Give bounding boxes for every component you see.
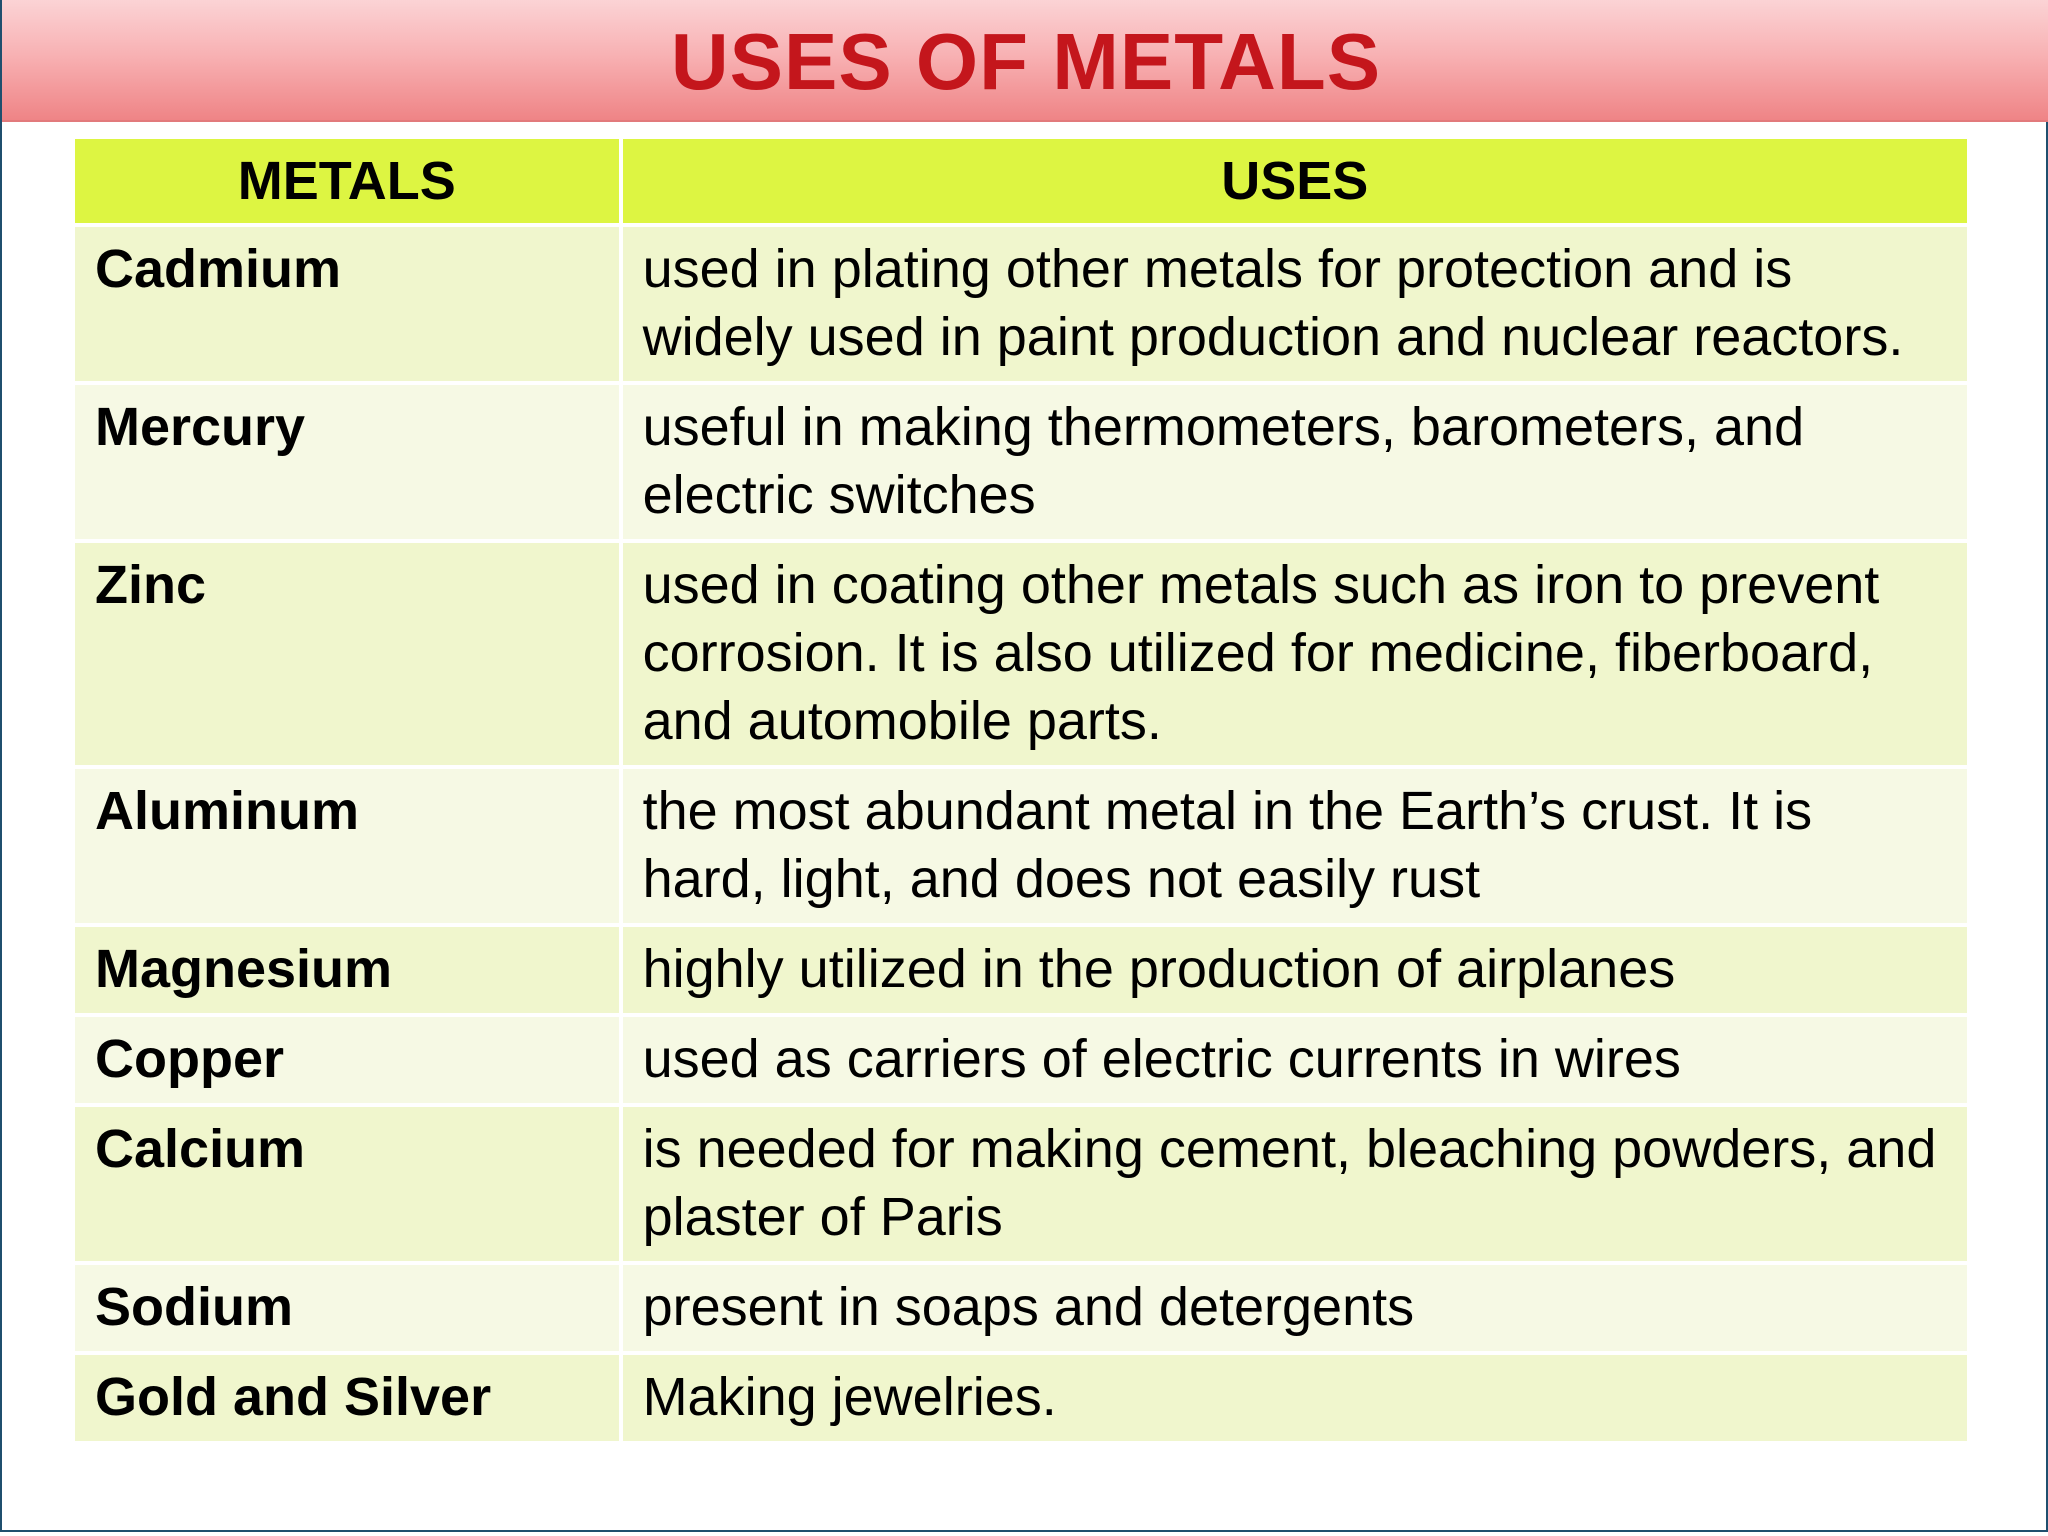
metal-cell: Mercury	[75, 385, 619, 539]
metal-cell: Magnesium	[75, 927, 619, 1013]
use-cell: is needed for making cement, bleaching powders, and plaster of Paris	[623, 1107, 1967, 1261]
metals-table	[71, 135, 1971, 1445]
table-row	[75, 1107, 1967, 1261]
table-row	[75, 1017, 1967, 1103]
use-cell: present in soaps and detergents	[623, 1265, 1967, 1351]
table-row	[75, 1265, 1967, 1351]
metal-cell: Calcium	[75, 1107, 619, 1261]
table-row	[75, 385, 1967, 539]
table-row	[75, 927, 1967, 1013]
use-cell: useful in making thermometers, barometers, and electric switches	[623, 385, 1967, 539]
use-cell: highly utilized in the production of airplanes	[623, 927, 1967, 1013]
table-header-row	[75, 139, 1967, 223]
title-bar	[2, 0, 2048, 122]
use-cell: used in plating other metals for protection and is widely used in paint production and nuclear reactors.	[623, 227, 1967, 381]
metals-table-container	[75, 135, 1975, 1445]
metal-cell: Gold and Silver	[75, 1355, 619, 1441]
metal-cell: Copper	[75, 1017, 619, 1103]
header-metals: METALS	[75, 139, 619, 223]
metal-cell: Cadmium	[75, 227, 619, 381]
page-title: USES OF METALS	[670, 17, 1382, 106]
metal-cell: Sodium	[75, 1265, 619, 1351]
table-row	[75, 769, 1967, 923]
table-row	[75, 543, 1967, 765]
header-uses: USES	[623, 139, 1967, 223]
metal-cell: Zinc	[75, 543, 619, 765]
table-row	[75, 1355, 1967, 1441]
use-cell: used as carriers of electric currents in wires	[623, 1017, 1967, 1103]
use-cell: the most abundant metal in the Earth’s crust. It is hard, light, and does not easily rust	[623, 769, 1967, 923]
use-cell: Making jewelries.	[623, 1355, 1967, 1441]
metal-cell: Aluminum	[75, 769, 619, 923]
table-row	[75, 227, 1967, 381]
use-cell: used in coating other metals such as iron to prevent corrosion. It is also utilized for medicine, fiberboard, and automobile parts.	[623, 543, 1967, 765]
